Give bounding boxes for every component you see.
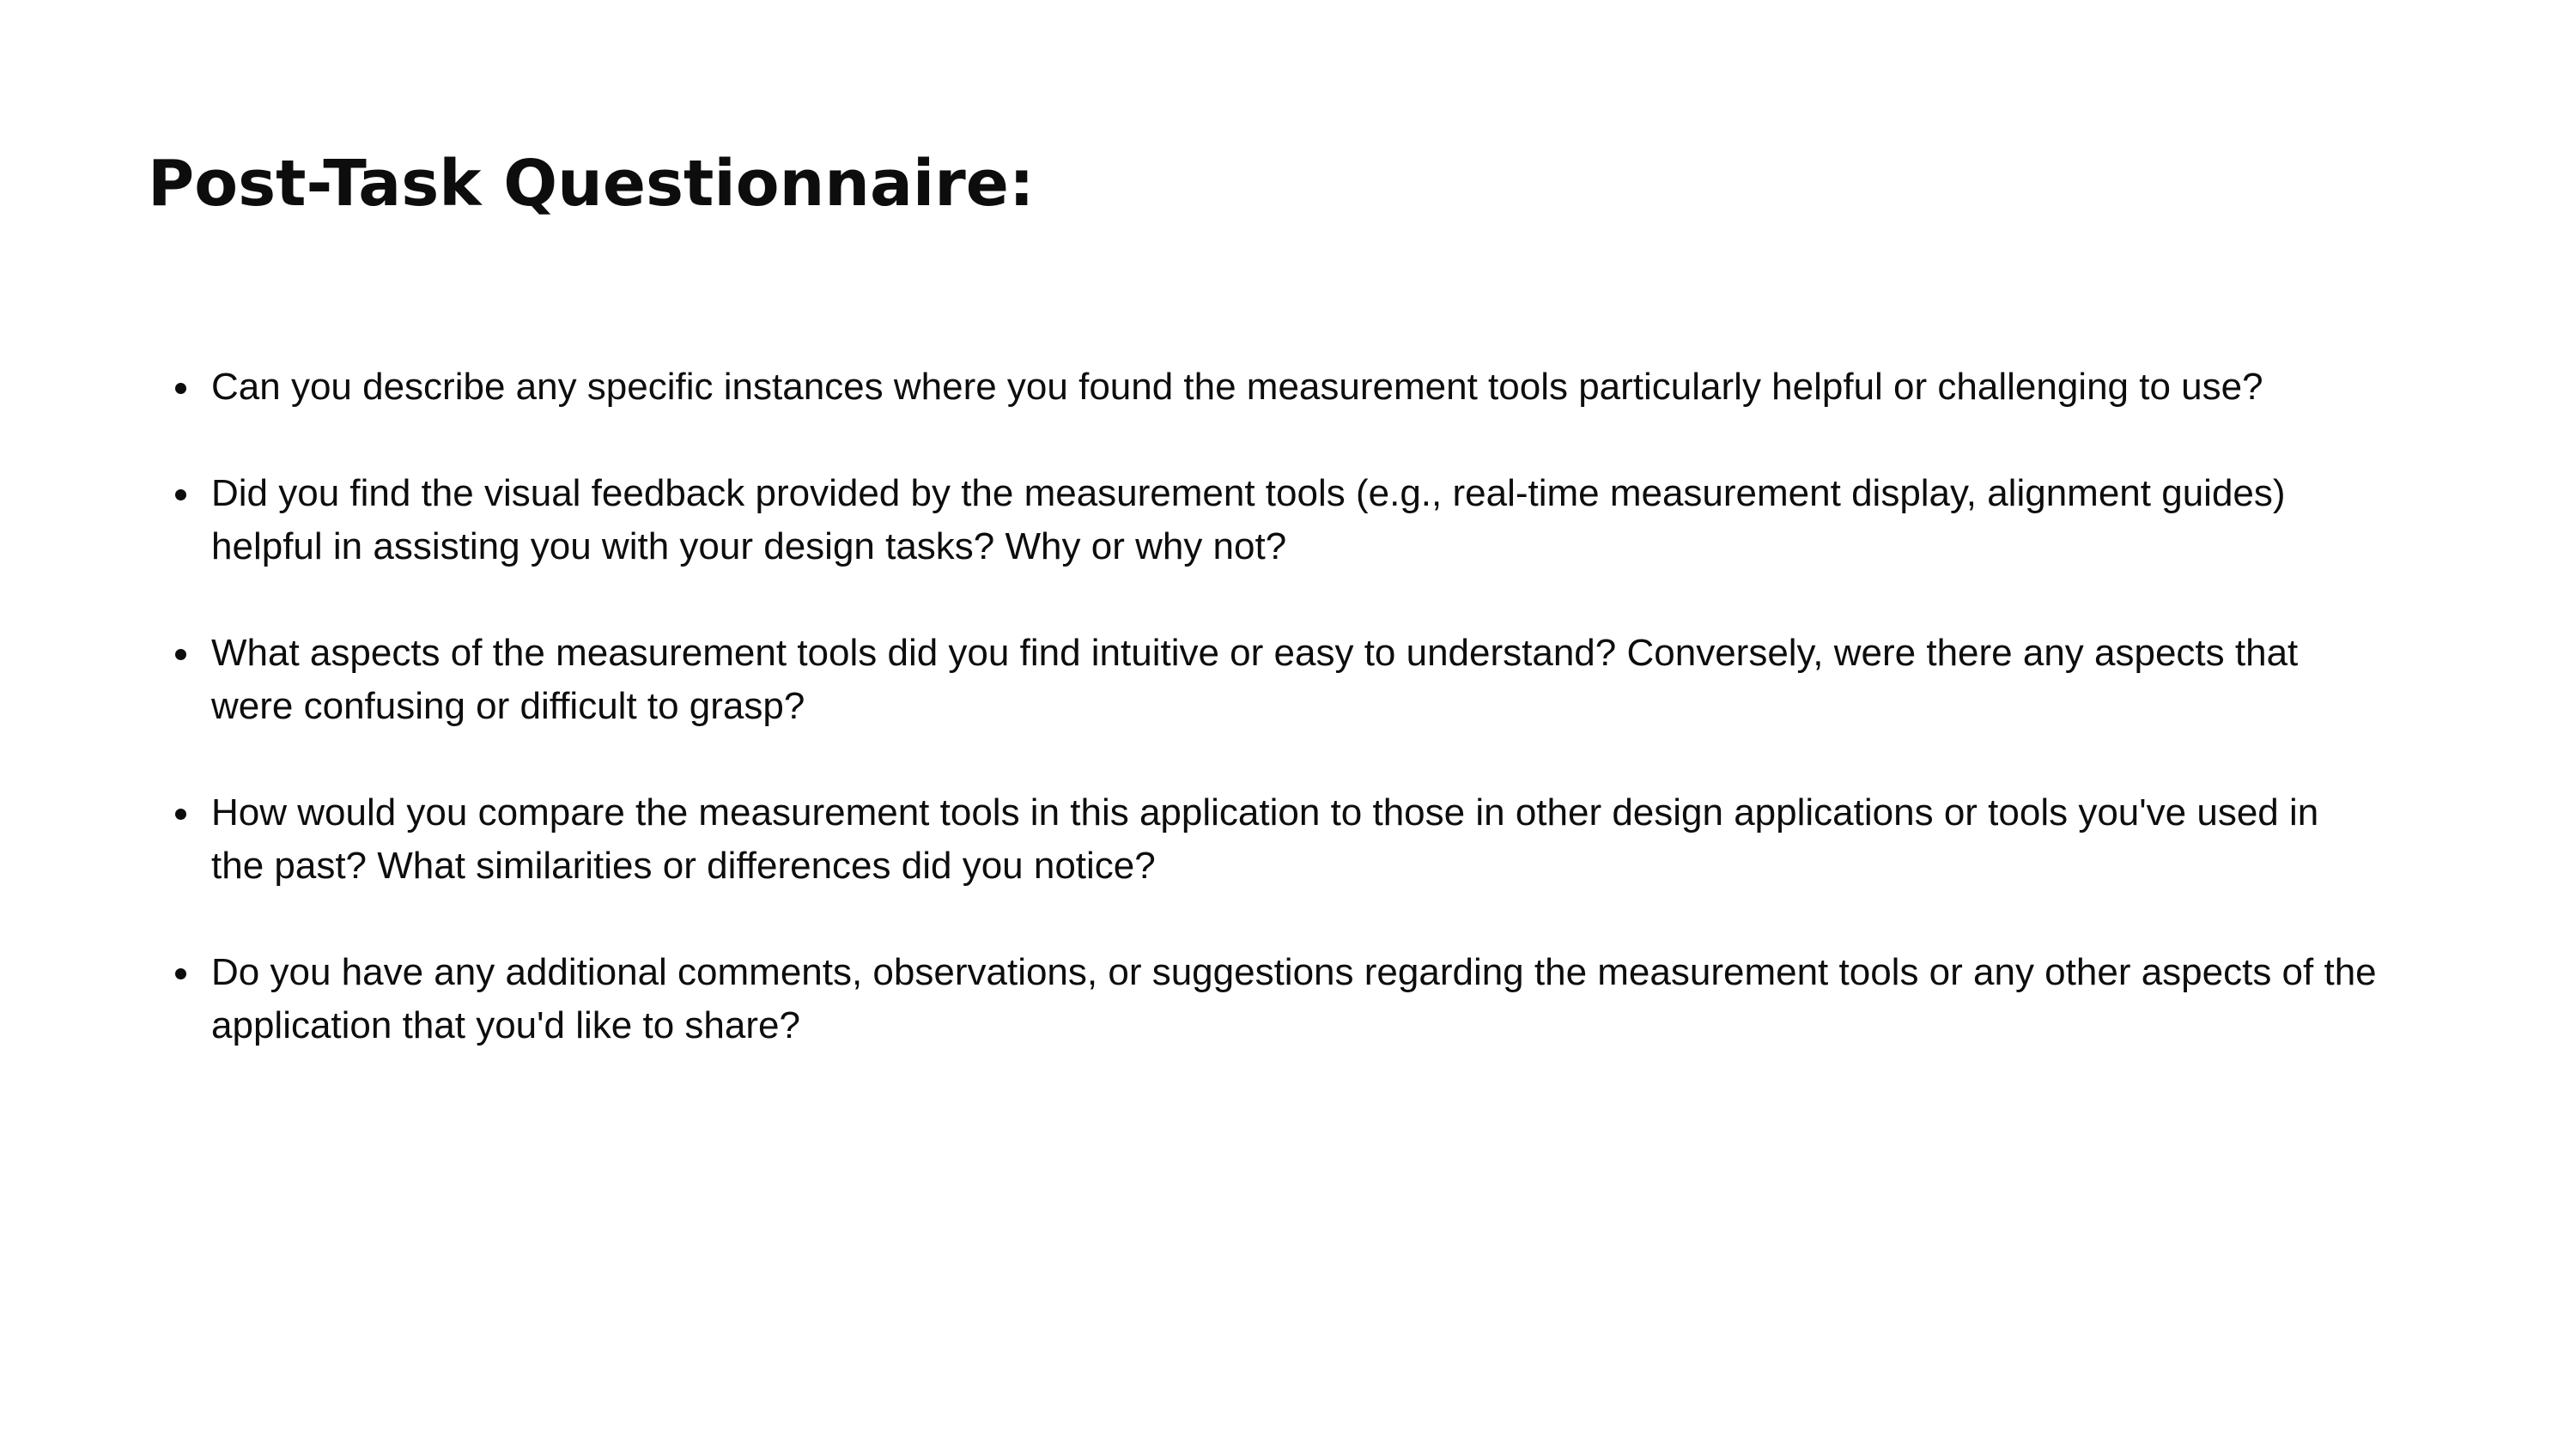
question-item-1 xyxy=(148,361,2380,414)
bullet-icon xyxy=(175,489,186,500)
question-text: What aspects of the measurement tools did you find intuitive or easy to understand? Conversely, were there any aspects that were confusing or difficult to grasp? xyxy=(211,632,2299,727)
question-item-5 xyxy=(148,946,2380,1052)
question-text: Do you have any additional comments, observations, or suggestions regarding the measurement tools or any other aspects of the application that you'd like to share? xyxy=(211,951,2377,1046)
question-item-3 xyxy=(148,627,2380,733)
bullet-icon xyxy=(175,649,186,660)
question-text: Can you describe any specific instances where you found the measurement tools particularly helpful or challenging to use? xyxy=(211,366,2263,408)
bullet-icon xyxy=(175,383,186,394)
question-text: How would you compare the measurement tools in this application to those in other design applications or tools you've used in the past? What similarities or differences did you notice? xyxy=(211,791,2319,887)
question-text: Did you find the visual feedback provided by the measurement tools (e.g., real-time measurement display, alignment guides) helpful in assisting you with your design tasks? Why or why not? xyxy=(211,472,2286,567)
page-title: Post-Task Questionnaire: xyxy=(148,147,1035,221)
question-item-4 xyxy=(148,786,2380,893)
question-list xyxy=(148,361,2432,1106)
bullet-icon xyxy=(175,809,186,820)
bullet-icon xyxy=(175,968,186,979)
question-item-2 xyxy=(148,467,2380,573)
